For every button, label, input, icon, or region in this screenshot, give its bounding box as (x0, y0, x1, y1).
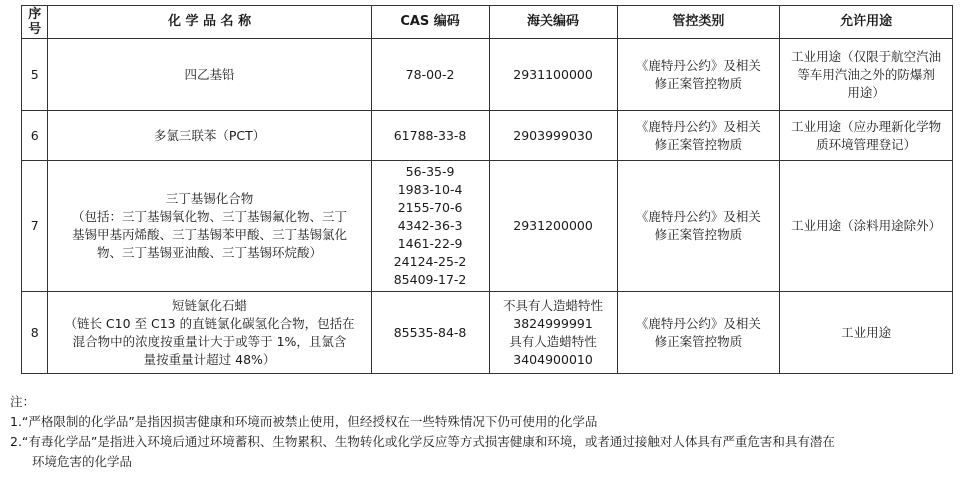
cell-line: 质环境管理登记） (816, 136, 917, 152)
header-hs-code: 海关编码 (489, 6, 617, 39)
cell-line: 2903999030 (513, 127, 593, 143)
cell-cas (371, 39, 489, 111)
note-item-1 (10, 412, 955, 432)
header-control-category: 管控类别 (617, 6, 780, 39)
cell-line: 85409-17-2 (393, 272, 467, 287)
cell-line: 4342-36-3 (397, 218, 463, 233)
cell-cas (371, 161, 489, 292)
header-cas: CAS 编码 (371, 6, 489, 39)
cell-line: 61788-33-8 (393, 127, 467, 143)
cell-line: 混合物中的浓度按重量计大于或等于 1%，且氯含 (72, 333, 347, 349)
header-allowed-use: 允许用途 (780, 6, 953, 39)
header-name: 化 学 品 名 称 (48, 6, 371, 39)
table-header-row (22, 6, 953, 39)
note-item-2 (10, 432, 955, 472)
cell-line: 85535-84-8 (393, 324, 467, 340)
cell-hs-code (489, 292, 617, 374)
cell-hs-code (489, 39, 617, 111)
cell-number: 7 (22, 161, 48, 292)
note-line: 环境危害的化学品 (32, 454, 133, 469)
cell-line: 78-00-2 (405, 66, 455, 82)
table-row (22, 39, 953, 111)
cell-line: 修正案管控物质 (654, 227, 743, 242)
cell-line: 24124-25-2 (393, 254, 467, 269)
cell-line: 四乙基铅 (184, 66, 235, 82)
cell-line: 工业用途 (841, 324, 892, 340)
cell-line: 工业用途（涂料用途除外） (791, 218, 942, 233)
notes-title: 注： (10, 394, 36, 409)
cell-line: 物、三丁基锡亚油酸、三丁基锡环烷酸） (97, 245, 323, 260)
cell-line: （包括：三丁基锡氧化物、三丁基锡氟化物、三丁 (72, 209, 348, 224)
note-line: 1.“严格限制的化学品”是指因损害健康和环境而被禁止使用，但经授权在一些特殊情况下仍可使用的化学品 (10, 414, 598, 429)
cell-name (48, 39, 371, 111)
table-row (22, 111, 953, 161)
cell-allowed-use (780, 39, 953, 111)
cell-hs-code (489, 111, 617, 161)
cell-line: 2931100000 (513, 66, 593, 82)
cell-line: 等车用汽油之外的防爆剂 (797, 66, 935, 82)
cell-line: 工业用途（应办理新化学物 (791, 118, 942, 134)
cell-control-category (617, 292, 780, 374)
cell-allowed-use (780, 292, 953, 374)
table-row (22, 292, 953, 374)
cell-allowed-use (780, 111, 953, 161)
cell-line: 3824999991 (513, 315, 593, 331)
cell-cas (371, 111, 489, 161)
header-number: 序号 (22, 6, 48, 39)
cell-line: 基锡甲基丙烯酸、三丁基锡苯甲酸、三丁基锡氯化 (72, 227, 348, 242)
cell-line: 3404900010 (513, 351, 593, 367)
cell-line: 1461-22-9 (397, 236, 463, 251)
cell-line: （链长 C10 至 C13 的直链氯化碳氢化合物，包括在 (64, 315, 355, 331)
cell-line: 具有人造蜡特性 (509, 333, 597, 349)
cell-line: 三丁基锡化合物 (165, 191, 254, 206)
cell-control-category (617, 111, 780, 161)
cell-name (48, 292, 371, 374)
cell-line: 《鹿特丹公约》及相关 (635, 209, 761, 224)
cell-line: 量按重量计超过 48%） (143, 351, 276, 367)
cell-line: 不具有人造蜡特性 (503, 297, 604, 313)
cell-line: 修正案管控物质 (654, 75, 743, 91)
cell-line: 修正案管控物质 (654, 333, 743, 349)
cell-line: 多氯三联苯（PCT） (153, 127, 266, 143)
cell-line: 56-35-9 (405, 164, 455, 179)
cell-number: 6 (22, 111, 48, 161)
cell-control-category (617, 39, 780, 111)
cell-line: 《鹿特丹公约》及相关 (635, 118, 761, 134)
cell-allowed-use (780, 161, 953, 292)
cell-name (48, 111, 371, 161)
note-line: 2.“有毒化学品”是指进入环境后通过环境蓄积、生物累积、生物转化或化学反应等方式损害健康和环境，或者通过接触对人体具有严重危害和具有潜在 (10, 434, 835, 449)
notes-section (10, 392, 955, 472)
cell-line: 2931200000 (513, 218, 593, 233)
cell-cas (371, 292, 489, 374)
cell-line: 2155-70-6 (397, 200, 463, 215)
cell-line: 修正案管控物质 (654, 136, 743, 152)
cell-hs-code (489, 161, 617, 292)
cell-line: 短链氯化石蜡 (172, 297, 248, 313)
cell-number: 8 (22, 292, 48, 374)
cell-number: 5 (22, 39, 48, 111)
cell-line: 用途） (847, 84, 885, 100)
table-row (22, 161, 953, 292)
chemicals-table (21, 5, 953, 374)
cell-line: 1983-10-4 (397, 182, 463, 197)
cell-control-category (617, 161, 780, 292)
cell-line: 《鹿特丹公约》及相关 (635, 315, 761, 331)
cell-line: 工业用途（仅限于航空汽油 (791, 48, 942, 64)
cell-line: 《鹿特丹公约》及相关 (635, 57, 761, 73)
cell-name (48, 161, 371, 292)
